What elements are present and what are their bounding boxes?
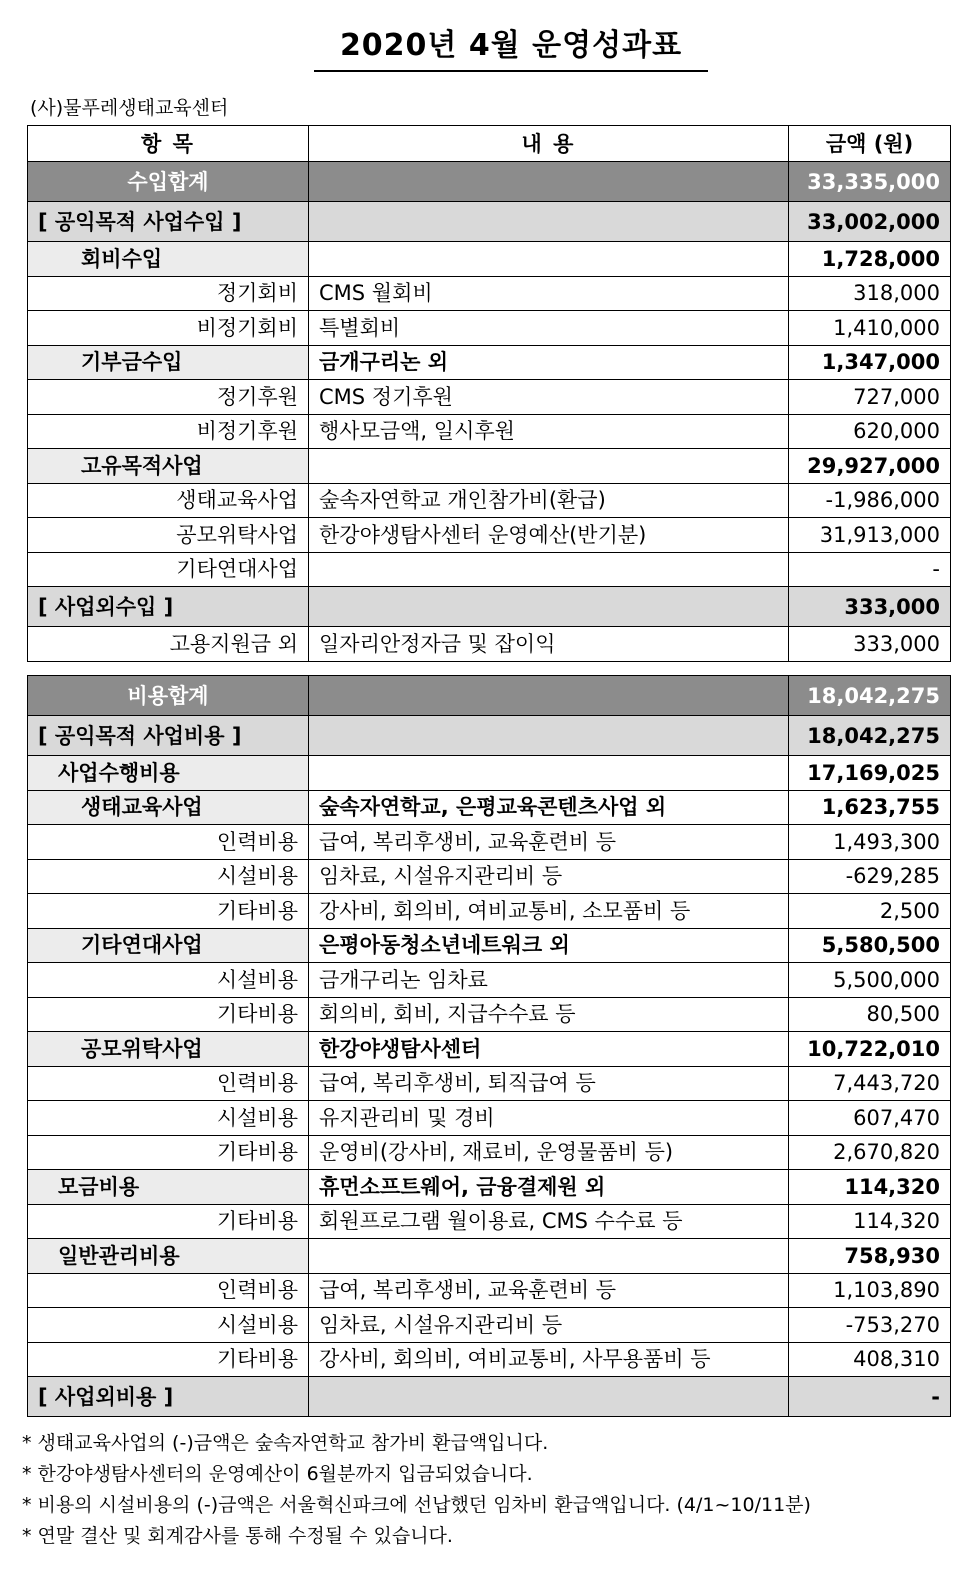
table-row [28, 1066, 951, 1101]
row-amount: 1,410,000 [789, 311, 951, 346]
row-item: 모금비용 [28, 1170, 309, 1205]
table-row [28, 894, 951, 929]
row-item: [ 공익목적 사업수입 ] [28, 202, 309, 242]
row-amount: 1,103,890 [789, 1273, 951, 1308]
table-header [28, 126, 951, 162]
row-amount: 318,000 [789, 276, 951, 311]
footnote: * 비용의 시설비용의 (-)금액은 서울혁신파크에 선납했던 임차비 환급액입니다. (4/1~10/11분) [22, 1494, 811, 1516]
row-content: 휴먼소프트웨어, 금융결제원 외 [309, 1170, 789, 1205]
row-content: 급여, 복리후생비, 교육훈련비 등 [309, 1273, 789, 1308]
row-content: 강사비, 회의비, 여비교통비, 사무용품비 등 [309, 1342, 789, 1377]
table-row [28, 1032, 951, 1067]
row-item: 고용지원금 외 [28, 627, 309, 662]
row-amount: 2,670,820 [789, 1135, 951, 1170]
row-content: 은평아동청소년네트워크 외 [309, 928, 789, 963]
row-amount: 620,000 [789, 414, 951, 449]
table-row [28, 311, 951, 346]
row-item: 시설비용 [28, 1101, 309, 1136]
table-row [28, 1377, 951, 1417]
row-amount: 33,002,000 [789, 202, 951, 242]
row-item: [ 사업외수입 ] [28, 587, 309, 627]
header-amount: 금액 (원) [789, 126, 951, 162]
row-item: 기타비용 [28, 1204, 309, 1239]
row-content [309, 676, 789, 716]
row-amount: 114,320 [789, 1170, 951, 1205]
row-item: 공모위탁사업 [28, 518, 309, 553]
row-amount: 333,000 [789, 587, 951, 627]
footnotes [22, 1428, 962, 1552]
row-item: 회비수입 [28, 242, 309, 277]
header-content: 내 용 [309, 126, 789, 162]
row-amount: 5,580,500 [789, 928, 951, 963]
row-content [309, 1377, 789, 1417]
row-content [309, 756, 789, 791]
row-amount: 727,000 [789, 380, 951, 415]
footnote: * 생태교육사업의 (-)금액은 숲속자연학교 참가비 환급액입니다. [22, 1432, 549, 1454]
row-item: 기타연대사업 [28, 552, 309, 587]
row-amount: 408,310 [789, 1342, 951, 1377]
table-row [28, 716, 951, 756]
row-amount: 29,927,000 [789, 449, 951, 484]
row-item: 인력비용 [28, 825, 309, 860]
row-amount: 1,623,755 [789, 790, 951, 825]
table-row [28, 1170, 951, 1205]
table-row [28, 1239, 951, 1274]
row-amount: - [789, 552, 951, 587]
expense-table [27, 675, 951, 1417]
table-row [28, 518, 951, 553]
table-row [28, 162, 951, 202]
row-content: 회원프로그램 월이용료, CMS 수수료 등 [309, 1204, 789, 1239]
row-content: 임차료, 시설유지관리비 등 [309, 1308, 789, 1343]
row-item: 수입합계 [28, 162, 309, 202]
row-amount: -629,285 [789, 859, 951, 894]
row-amount: 114,320 [789, 1204, 951, 1239]
row-item: 기부금수입 [28, 345, 309, 380]
row-content: CMS 정기후원 [309, 380, 789, 415]
row-item: 사업수행비용 [28, 756, 309, 791]
table-row [28, 1342, 951, 1377]
income-table [27, 125, 951, 662]
row-item: 비정기회비 [28, 311, 309, 346]
row-item: 시설비용 [28, 963, 309, 998]
row-content: CMS 월회비 [309, 276, 789, 311]
table-row [28, 859, 951, 894]
footnote: * 한강야생탐사센터의 운영예산이 6월분까지 입금되었습니다. [22, 1463, 533, 1485]
table-row [28, 790, 951, 825]
table-row [28, 676, 951, 716]
table-row [28, 756, 951, 791]
row-content [309, 587, 789, 627]
row-content: 일자리안정자금 및 잡이익 [309, 627, 789, 662]
header-item: 항 목 [28, 126, 309, 162]
row-amount: 17,169,025 [789, 756, 951, 791]
table-row [28, 997, 951, 1032]
row-item: 정기회비 [28, 276, 309, 311]
row-content [309, 202, 789, 242]
row-amount: - [789, 1377, 951, 1417]
row-item: 고유목적사업 [28, 449, 309, 484]
row-content: 특별회비 [309, 311, 789, 346]
row-item: 인력비용 [28, 1066, 309, 1101]
row-item: 비정기후원 [28, 414, 309, 449]
row-item: [ 공익목적 사업비용 ] [28, 716, 309, 756]
row-amount: 1,347,000 [789, 345, 951, 380]
row-amount: 7,443,720 [789, 1066, 951, 1101]
row-content [309, 449, 789, 484]
row-amount: 333,000 [789, 627, 951, 662]
table-row [28, 242, 951, 277]
row-content: 한강야생탐사센터 운영예산(반기분) [309, 518, 789, 553]
row-content: 금개구리논 임차료 [309, 963, 789, 998]
table-row [28, 1204, 951, 1239]
row-amount: -753,270 [789, 1308, 951, 1343]
table-row [28, 414, 951, 449]
organization-name: (사)물푸레생태교육센터 [30, 97, 229, 119]
table-row [28, 483, 951, 518]
row-item: 시설비용 [28, 859, 309, 894]
row-content: 급여, 복리후생비, 교육훈련비 등 [309, 825, 789, 860]
table-row [28, 963, 951, 998]
table-row [28, 928, 951, 963]
row-item: 정기후원 [28, 380, 309, 415]
row-amount: 758,930 [789, 1239, 951, 1274]
row-amount: 18,042,275 [789, 676, 951, 716]
row-content: 임차료, 시설유지관리비 등 [309, 859, 789, 894]
table-row [28, 1135, 951, 1170]
row-item: 기타비용 [28, 1342, 309, 1377]
row-content: 회의비, 회비, 지급수수료 등 [309, 997, 789, 1032]
table-row [28, 1308, 951, 1343]
row-amount: 2,500 [789, 894, 951, 929]
table-row [28, 825, 951, 860]
row-item: 기타비용 [28, 894, 309, 929]
table-row [28, 627, 951, 662]
row-content [309, 552, 789, 587]
row-amount: 10,722,010 [789, 1032, 951, 1067]
row-content [309, 242, 789, 277]
row-amount: 5,500,000 [789, 963, 951, 998]
row-content: 급여, 복리후생비, 퇴직급여 등 [309, 1066, 789, 1101]
row-amount: 607,470 [789, 1101, 951, 1136]
table-row [28, 380, 951, 415]
row-item: 비용합계 [28, 676, 309, 716]
table-row [28, 449, 951, 484]
row-content [309, 716, 789, 756]
row-amount: 1,728,000 [789, 242, 951, 277]
row-item: 일반관리비용 [28, 1239, 309, 1274]
row-content [309, 162, 789, 202]
row-amount: 31,913,000 [789, 518, 951, 553]
row-amount: 80,500 [789, 997, 951, 1032]
row-content: 숲속자연학교, 은평교육콘텐츠사업 외 [309, 790, 789, 825]
table-row [28, 202, 951, 242]
row-item: 기타연대사업 [28, 928, 309, 963]
table-row [28, 1101, 951, 1136]
row-item: 생태교육사업 [28, 790, 309, 825]
row-content: 행사모금액, 일시후원 [309, 414, 789, 449]
row-amount: 18,042,275 [789, 716, 951, 756]
footnote: * 연말 결산 및 회계감사를 통해 수정될 수 있습니다. [22, 1525, 453, 1547]
table-row [28, 552, 951, 587]
row-content: 금개구리논 외 [309, 345, 789, 380]
row-content: 강사비, 회의비, 여비교통비, 소모품비 등 [309, 894, 789, 929]
row-content: 숲속자연학교 개인참가비(환급) [309, 483, 789, 518]
table-row [28, 1273, 951, 1308]
row-amount: 1,493,300 [789, 825, 951, 860]
row-content [309, 1239, 789, 1274]
row-item: 기타비용 [28, 997, 309, 1032]
row-amount: -1,986,000 [789, 483, 951, 518]
row-content: 한강야생탐사센터 [309, 1032, 789, 1067]
row-item: 기타비용 [28, 1135, 309, 1170]
row-content: 유지관리비 및 경비 [309, 1101, 789, 1136]
row-item: [ 사업외비용 ] [28, 1377, 309, 1417]
row-content: 운영비(강사비, 재료비, 운영물품비 등) [309, 1135, 789, 1170]
row-amount: 33,335,000 [789, 162, 951, 202]
row-item: 시설비용 [28, 1308, 309, 1343]
row-item: 인력비용 [28, 1273, 309, 1308]
row-item: 공모위탁사업 [28, 1032, 309, 1067]
table-row [28, 276, 951, 311]
table-row [28, 587, 951, 627]
table-row [28, 345, 951, 380]
page-title: 2020년 4월 운영성과표 [314, 22, 708, 72]
row-item: 생태교육사업 [28, 483, 309, 518]
